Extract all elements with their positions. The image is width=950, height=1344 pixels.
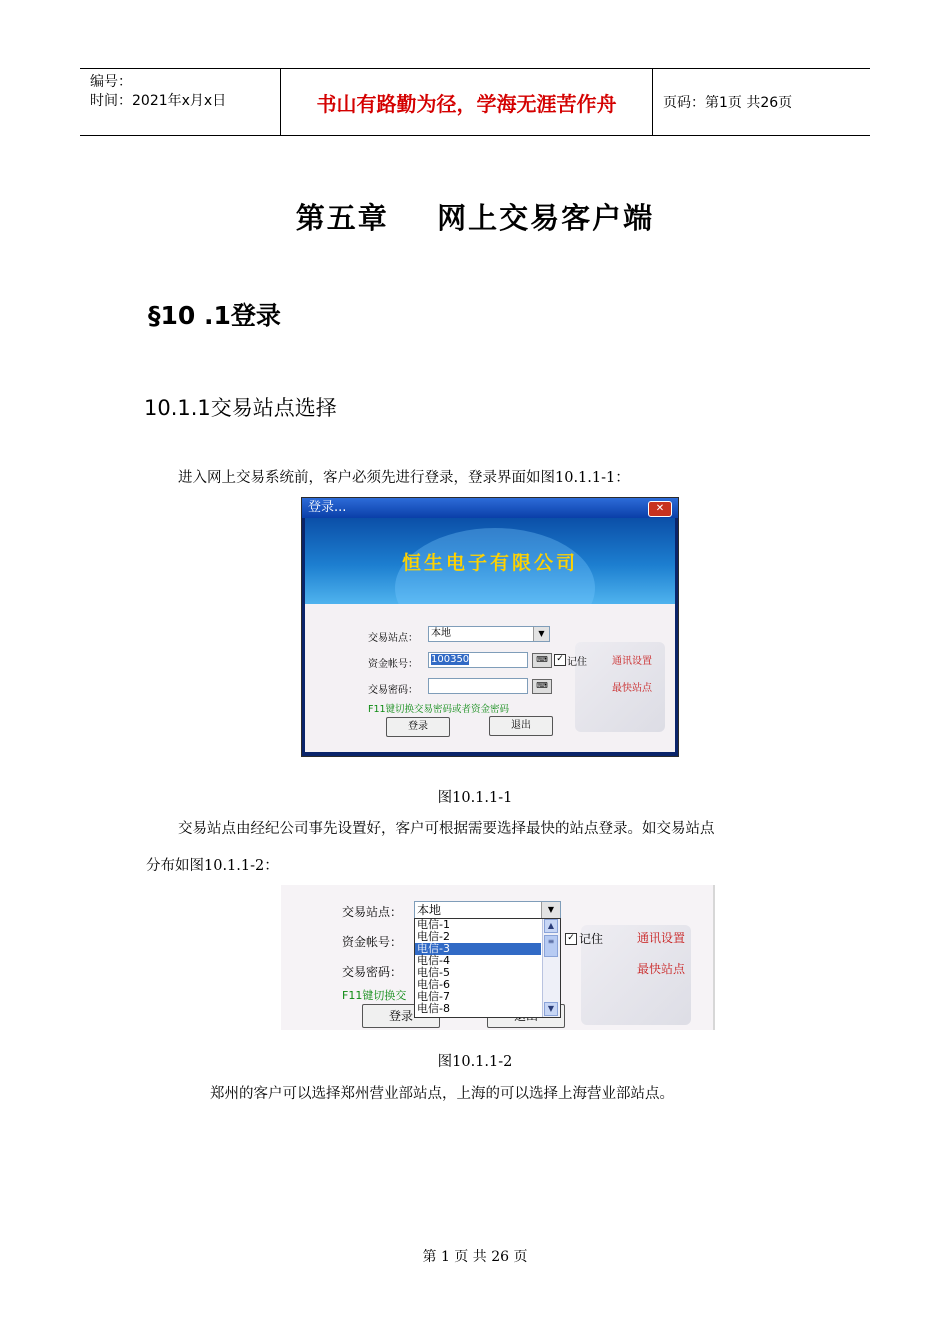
list-item[interactable]: 电信-7: [417, 990, 450, 1003]
list-item[interactable]: 电信-2: [417, 930, 450, 943]
scrollbar[interactable]: [542, 919, 560, 1017]
login-button[interactable]: 登录: [386, 717, 450, 737]
list-item[interactable]: 电信-8: [417, 1002, 450, 1015]
paragraph-regional: 郑州的客户可以选择郑州营业部站点，上海的可以选择上海营业部站点。: [210, 1086, 674, 1102]
account-label: 资金帐号：: [342, 935, 403, 949]
paragraph-intro: 进入网上交易系统前，客户必须先进行登录，登录界面如图10.1.1-1：: [178, 470, 630, 486]
remember-label: 记住: [567, 657, 587, 668]
chevron-down-icon[interactable]: ▼: [533, 627, 549, 641]
scroll-down-icon[interactable]: ▼: [544, 1002, 558, 1016]
paragraph-sites-line1: 交易站点由经纪公司事先设置好，客户可根据需要选择最快的站点登录。如交易站点: [178, 821, 715, 837]
header-motto: 书山有路勤为径，学海无涯苦作舟: [281, 69, 653, 135]
company-name: 恒生电子有限公司: [401, 552, 578, 574]
fastest-site-link[interactable]: 最快站点: [637, 962, 686, 976]
site-select-value: 本地: [431, 628, 451, 639]
fastest-site-link[interactable]: 最快站点: [612, 683, 652, 694]
figure2-caption: 图10.1.1-2: [437, 1054, 513, 1070]
list-item[interactable]: 电信-4: [417, 954, 450, 967]
doc-time: 时间：2021年x月x日: [90, 93, 227, 109]
account-input-value: 100350: [431, 654, 470, 665]
site-label: 交易站点：: [368, 633, 418, 644]
account-label: 资金帐号：: [368, 659, 418, 670]
page-header: [80, 68, 870, 136]
site-dropdown-figure: [281, 885, 715, 1030]
comm-settings-link[interactable]: 通讯设置: [612, 656, 652, 667]
password-input[interactable]: [428, 678, 528, 694]
subsection-title: 10.1.1交易站点选择: [144, 396, 337, 420]
site-select-value: 本地: [417, 903, 442, 917]
comm-settings-link[interactable]: 通讯设置: [637, 931, 686, 945]
close-icon[interactable]: ✕: [648, 501, 672, 517]
password-label: 交易密码：: [342, 965, 403, 979]
hint-text: F11键切换交: [342, 989, 407, 1002]
login-button[interactable]: 登录: [362, 1004, 440, 1028]
chevron-down-icon[interactable]: ▼: [541, 902, 560, 918]
list-item-selected[interactable]: 电信-3: [415, 943, 541, 955]
header-meta: [80, 69, 281, 135]
header-page-info: 页码：第1页 共26页: [663, 95, 793, 111]
doc-number: 编号：: [90, 74, 132, 90]
account-input[interactable]: [428, 652, 528, 668]
remember-checkbox[interactable]: ✓: [565, 933, 577, 945]
keyboard-icon[interactable]: ⌨: [532, 653, 552, 668]
chapter-title: 第五章 网上交易客户端: [295, 201, 655, 235]
list-item[interactable]: 电信-5: [417, 966, 450, 979]
password-label: 交易密码：: [368, 685, 418, 696]
remember-checkbox[interactable]: ✓: [554, 654, 566, 666]
site-select[interactable]: [428, 626, 550, 642]
exit-button[interactable]: 退出: [489, 716, 553, 736]
dialog-title-bar: [302, 498, 678, 518]
section-title: §10 .1登录: [148, 301, 281, 330]
scroll-up-icon[interactable]: ▲: [544, 919, 558, 933]
dialog-banner: [305, 518, 675, 604]
paragraph-sites-line2: 分布如图10.1.1-2：: [146, 858, 279, 874]
list-item[interactable]: 电信-1: [417, 918, 450, 931]
site-dropdown-list[interactable]: [414, 918, 561, 1018]
site-select[interactable]: [414, 901, 561, 919]
login-dialog-figure: [301, 497, 679, 757]
dialog-title: 登录...: [308, 500, 347, 515]
dialog-body: [305, 604, 675, 752]
remember-label: 记住: [579, 932, 604, 946]
site-label: 交易站点：: [342, 905, 403, 919]
figure1-caption: 图10.1.1-1: [437, 790, 513, 806]
list-item[interactable]: 电信-6: [417, 978, 450, 991]
keyboard-icon[interactable]: ⌨: [532, 679, 552, 694]
page-footer: 第 1 页 共 26 页: [422, 1249, 528, 1265]
scroll-thumb[interactable]: ≡: [544, 935, 558, 957]
hint-text: F11键切换交易密码或者资金密码: [368, 704, 510, 715]
